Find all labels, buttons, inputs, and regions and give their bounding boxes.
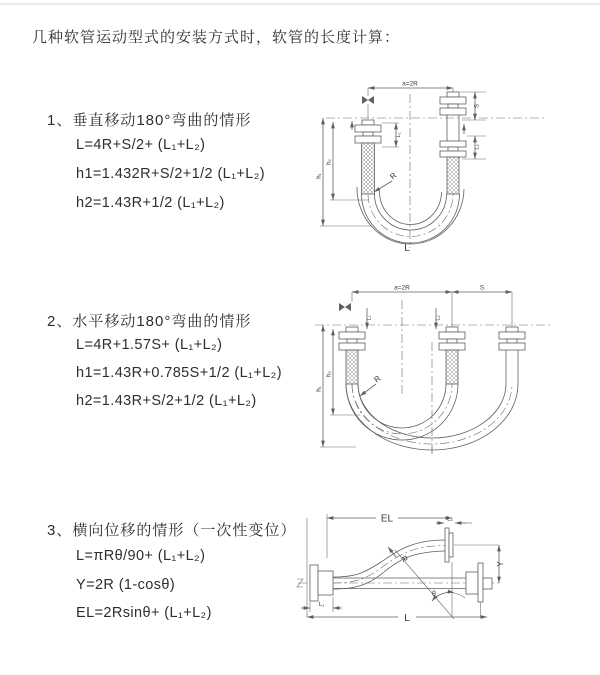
- valve-icon: [339, 303, 351, 311]
- dim-label-l2: L₂: [474, 144, 481, 150]
- dim-label-l1: L₁: [366, 315, 373, 321]
- dim-label-l1: L₁: [318, 602, 325, 608]
- dim-label-h2: h₂: [326, 371, 333, 377]
- diagram-lateral-displacement: [296, 500, 511, 645]
- section-1-formula-h2: h2=1.43R+1/2 (L₁+L₂): [76, 195, 225, 211]
- dim-label-a2r: a=2R: [402, 80, 418, 88]
- section-3-heading: 3、横向位移的情形（一次性变位）: [47, 522, 297, 539]
- dim-label-y: Y: [496, 561, 505, 567]
- radius-label: R: [372, 373, 383, 385]
- section-2-formula-length: L=4R+1.57S+ (L₁+L₂): [76, 337, 223, 353]
- dim-label-h2: h₂: [326, 159, 333, 165]
- dim-label-s: S: [474, 103, 481, 109]
- braided-hose-left: [346, 350, 358, 384]
- length-label: L: [404, 243, 410, 254]
- section-1-heading: 1、垂直移动180°弯曲的情形: [47, 112, 252, 129]
- section-2-formula-h2: h2=1.43R+S/2+1/2 (L₁+L₂): [76, 393, 257, 409]
- dim-label-el: EL: [380, 513, 394, 525]
- braided-hose-right: [447, 157, 459, 194]
- section-2-heading: 2、水平移动180°弯曲的情形: [47, 313, 252, 330]
- dim-label-s: S: [479, 284, 485, 292]
- braided-hose-left: [362, 143, 375, 194]
- section-1-formula-length: L=4R+S/2+ (L₁+L₂): [76, 137, 206, 153]
- valve-icon: [362, 96, 374, 104]
- radius-label: R: [388, 170, 399, 182]
- section-3-formula-el: EL=2Rsinθ+ (L₁+L₂): [76, 605, 212, 621]
- diagram-vertical-180-bend: [312, 76, 552, 254]
- flange-right-displaced: [445, 528, 449, 562]
- braided-hose-middle: [446, 350, 458, 384]
- section-3-formula-length: L=πRθ/90+ (L₁+L₂): [76, 548, 206, 564]
- flange-right-original: [478, 563, 483, 602]
- section-1-formula-h1: h1=1.432R+S/2+1/2 (L₁+L₂): [76, 166, 266, 182]
- section-3-formula-y: Y=2R (1-cosθ): [76, 577, 176, 593]
- diagram-horizontal-180-bend: [312, 284, 557, 464]
- length-label: L: [404, 613, 410, 624]
- dim-label-a2r: a=2R: [394, 284, 410, 292]
- radius-label: R: [398, 554, 410, 564]
- dim-label-h1: h₁: [316, 386, 323, 392]
- hose-outer-arc: [362, 194, 460, 243]
- dim-label-h1: h₁: [316, 173, 323, 179]
- dim-label-l2: L₂: [447, 516, 453, 523]
- flange-left: [310, 565, 318, 601]
- dim-label-l2: L₂: [435, 315, 442, 321]
- page-top-edge: [0, 3, 600, 5]
- dim-label-l1: L₁: [396, 132, 402, 138]
- angle-label: θ: [432, 591, 436, 598]
- section-2-formula-h1: h1=1.43R+0.785S+1/2 (L₁+L₂): [76, 365, 282, 381]
- hose-top-edge: [333, 540, 445, 577]
- document-title: 几种软管运动型式的安装方式时，软管的长度计算：: [32, 29, 401, 46]
